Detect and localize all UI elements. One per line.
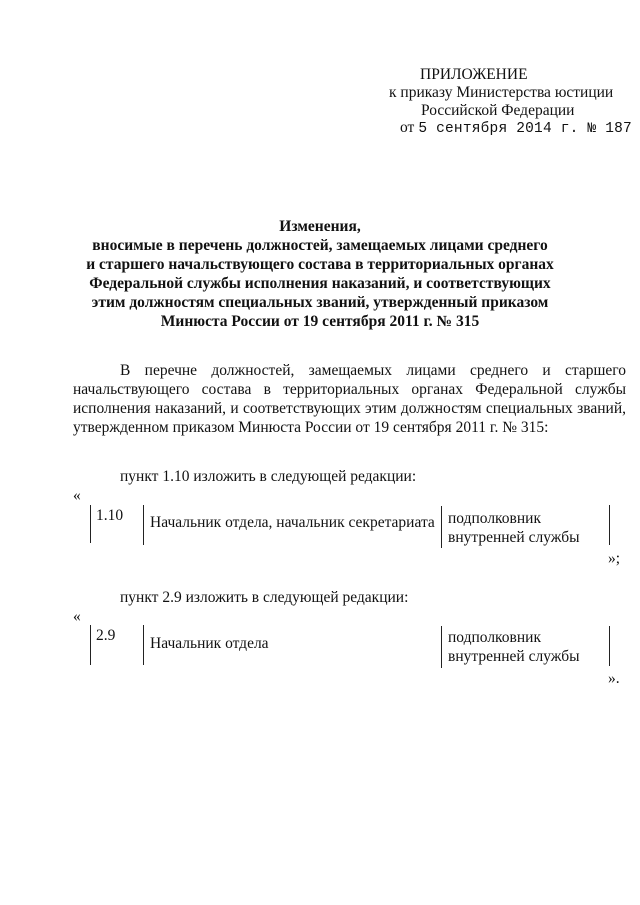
- appendix-federation-line: Российской Федерации: [421, 102, 575, 119]
- row-position: Начальник отдела, начальник секретариата: [150, 514, 435, 531]
- date-prefix: от: [400, 119, 415, 136]
- title-line: и старшего начальствующего состава в территориальных органах: [86, 256, 554, 273]
- title-line: Изменения,: [279, 218, 361, 235]
- row-position: Начальник отдела: [150, 635, 269, 652]
- appendix-date-line: [400, 119, 632, 137]
- appendix-order-line: к приказу Министерства юстиции: [389, 84, 614, 101]
- title-line: Минюста России от 19 сентября 2011 г. № 315: [160, 313, 480, 330]
- row-number: 1.10: [96, 507, 124, 524]
- table-border: [609, 626, 610, 666]
- close-quote: ».: [608, 670, 620, 687]
- date-value: 5 сентября 2014 г. № 187: [418, 121, 632, 137]
- intro-line: начальствующего состава в территориальных органах Федеральной службы: [73, 381, 626, 398]
- row-number: 2.9: [96, 627, 116, 644]
- amendment-instruction: пункт 2.9 изложить в следующей редакции:: [120, 589, 409, 606]
- table-border: [143, 505, 144, 545]
- amendment-instruction: пункт 1.10 изложить в следующей редакции:: [120, 468, 417, 485]
- intro-line: В перечне должностей, замещаемых лицами среднего и старшего: [120, 362, 626, 379]
- row-rank: внутренней службы: [448, 529, 580, 546]
- title-line: вносимые в перечень должностей, замещаемых лицами среднего: [92, 237, 548, 254]
- intro-paragraph: [73, 361, 626, 437]
- table-border: [441, 626, 442, 668]
- intro-line: исполнения наказаний, и соответствующих этим должностям специальных званий,: [73, 400, 626, 417]
- open-quote: «: [73, 487, 81, 504]
- table-border: [90, 625, 91, 665]
- open-quote: «: [73, 608, 81, 625]
- table-border: [609, 505, 610, 545]
- row-rank: подполковник: [448, 629, 541, 646]
- row-rank: внутренней службы: [448, 648, 580, 665]
- title-line: этим должностям специальных званий, утвержденный приказом: [91, 294, 549, 311]
- close-quote: »;: [608, 550, 621, 567]
- intro-line: утвержденном приказом Минюста России от 19 сентября 2011 г. № 315:: [73, 419, 549, 436]
- row-rank: подполковник: [448, 510, 541, 527]
- title-line: Федеральной службы исполнения наказаний, и соответствующих: [89, 275, 551, 292]
- document-title: [60, 217, 580, 331]
- appendix-title: ПРИЛОЖЕНИЕ: [420, 66, 528, 83]
- table-border: [143, 625, 144, 665]
- table-border: [441, 506, 442, 548]
- table-border: [90, 505, 91, 543]
